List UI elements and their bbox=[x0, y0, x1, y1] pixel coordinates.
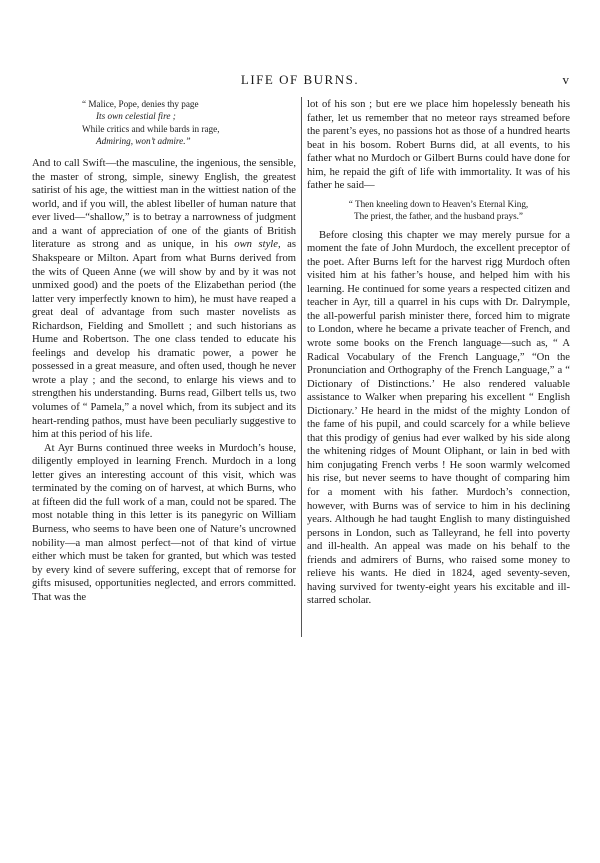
verse-line-1: “ Malice, Pope, denies thy page bbox=[82, 99, 199, 109]
column-divider bbox=[301, 97, 302, 637]
page-header bbox=[0, 72, 600, 88]
verse-quotation bbox=[82, 98, 296, 147]
left-column bbox=[32, 98, 296, 604]
paragraph-father: lot of his son ; but ere we place him hopelessly beneath his father, let us remember that no meteor rays streamed before the parent’s eyes, no passions hot as those of a hundred hearts beat in his bosom. Robert Burns did, at all events, to his father what no Murdoch or Gilbert Burns could have done for him, he repaid the gift of life with immortality. It was of his father he said— bbox=[307, 99, 570, 192]
couplet-line-2: The priest, the father, and the husband prays.” bbox=[353, 211, 524, 222]
right-column bbox=[307, 98, 570, 608]
paragraph-ayr: At Ayr Burns continued three weeks in Murdoch’s house, diligently employed in learning French. Murdoch in a long letter gives an interesting account of this visit, which was terminated by the coming on of harvest, at which Burns, who at fifteen did the full work of a man, could not be spared. The most notable thing in this letter is its panegyric on William Burness, who seems to have been one of Nature’s uncrowned nobility—a man almost perfect—not of that kind of virtue either which must be taken for granted, but which was tested by every kind of severe suffering, except that of remorse for gifts misused, opportunities neglected, and errors committed. That was the bbox=[32, 442, 296, 603]
paragraph-swift: And to call Swift—the masculine, the ingenious, the sensible, the master of strong, simple, sinewy English, the greatest satirist of his age, the wittiest man in the wittiest nation of the world, and if you will, the ablest libeller of human nature that ever lived—“shallow,” is to betray a narrowness of judgment and a want of appreciation of one of the giants of British literature as strong and as unique, in his own style, as Shakspeare or Milton. Apart from what Burns derived from the wits of Queen Anne (we will show by and by it was not unmixed good) and the poets of the Elizabethan period (the latter very imperfectly known to him), he must have reaped a great deal of advantage from such master novelists as Richardson, Fielding and Smollett ; and such historians as Hume and Robertson. The one class tended to educate his feelings and develop his dramatic power, a power he possessed in a great measure, and often used, though he never wrote a play ; and the second, to enlarge his views and to strengthen his understanding. Burns read, Gilbert tells us, two volumes of “ Pamela,” a novel which, from its subject and its heart-rending pathos, must have been peculiarly suggestive to him at this period of his life. bbox=[32, 158, 296, 441]
verse-line-4: Admiring, won’t admire.” bbox=[96, 135, 191, 146]
couplet-line-1: “ Then kneeling down to Heaven’s Eternal King, bbox=[348, 198, 529, 209]
couplet-quotation bbox=[307, 198, 570, 223]
verse-line-2: Its own celestial fire ; bbox=[96, 111, 176, 122]
verse-line-3: While critics and while bards in rage, bbox=[82, 123, 220, 134]
running-title: LIFE OF BURNS. bbox=[240, 72, 360, 87]
paragraph-murdoch: Before closing this chapter we may merely pursue for a moment the fate of John Murdoch, the excellent preceptor of the poet. After Burns left for the harvest rigg Murdoch often visited him at his father’s house, and helped him with his learning. He continued for some years a respected citizen and teacher in Ayr, till a quarrel in his cups with Dr. Dalrymple, the all-powerful parish minister there, forced him to migrate to London, where he became a private teacher of French, and wrote some books on the French language—such as, “ A Radical Vocabulary of the French Language,” “On the Pronunciation and Orthography of the French Language,” a “ Dictionary of Distinctions.’ He also rendered valuable assistance to Walker when preparing his excellent “ English Dictionary.’ He heard in the midst of the mighty London of the fame of his pupil, and could scarcely for a while believe that this prodigy of genius had ever walked by his side along the whitening ridges of Mount Oliphant, or lain in bed with him conjugating French verbs ! He soon warmly welcomed his rise, but never seems to have thought of comparing him for a moment with his father. Murdoch’s connection, however, with Burns was of service to him in his declining years. Although he had taught English to many distinguished persons in London, such as Talleyrand, he fell into poverty and ill-health. An appeal was made on his behalf to the friends and admirers of Burns, who raised some money to relieve his wants. He died in 1824, aged seventy-seven, having survived for twenty-eight years his excitable and ill-starred scholar. bbox=[307, 229, 570, 607]
page-number: v bbox=[562, 72, 569, 87]
